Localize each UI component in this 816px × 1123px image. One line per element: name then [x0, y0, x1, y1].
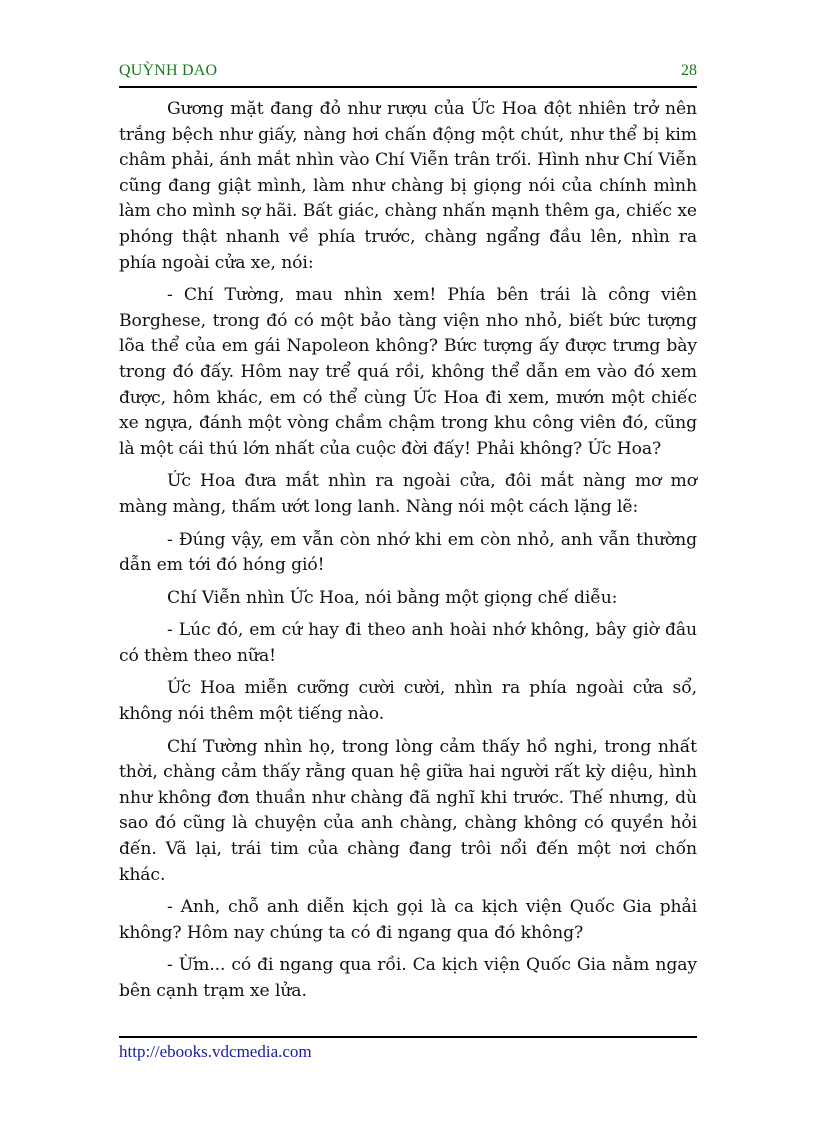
page-header — [119, 62, 697, 84]
paragraph: - Lúc đó, em cứ hay đi theo anh hoài nhớ không, bây giờ đâu có thèm theo nữa! — [119, 620, 697, 666]
book-author-title: QUỲNH DAO — [119, 62, 218, 79]
story-body — [119, 97, 697, 1012]
paragraph: Ức Hoa miễn cưỡng cười cười, nhìn ra phía ngoài cửa sổ, không nói thêm một tiếng nào. — [119, 678, 697, 725]
page-number: 28 — [681, 62, 697, 79]
footer-divider — [119, 1036, 697, 1038]
paragraph: - Chí Tường, mau nhìn xem! Phía bên trái là công viên Borghese, trong đó có một bảo tàng viện nho nhỏ, biết bức tượng lõa thể của em gái Napoleon không? Bức tượng ấy được trưng bày trong đó đấy. Hôm nay trể quá rồi, không thể dẫn em vào đó xem được, hôm khác, em có thể cùng Ức Hoa đi xem, mướn một chiếc xe ngựa, đánh một vòng chầm chậm trong khu công viên đó, cũng là một cái thú lớn nhất của cuộc đời đấy! Phải không? Ức Hoa? — [119, 285, 697, 459]
paragraph: Ức Hoa đưa mắt nhìn ra ngoài cửa, đôi mắt nàng mơ mơ màng màng, thấm ướt long lanh. Nàng nói một cách lặng lẽ: — [119, 471, 697, 517]
paragraph: Chí Viễn nhìn Ức Hoa, nói bằng một giọng chế diễu: — [167, 587, 618, 608]
paragraph: Gương mặt đang đỏ như rượu của Ức Hoa đột nhiên trở nên trắng bệch như giấy, nàng hơi chấn động một chút, như thể bị kim châm phải, ánh mắt nhìn vào Chí Viễn trân trối. Hình như Chí Viễn cũng đang giật mình, làm như chàng bị giọng nói của chính mình làm cho mình sợ hãi. Bất giác, chàng nhấn mạnh thêm ga, chiếc xe phóng thật nhanh về phía trước, chàng ngẩng đầu lên, nhìn ra phía ngoài cửa xe, nói: — [119, 99, 697, 273]
paragraph: - Đúng vậy, em vẫn còn nhớ khi em còn nhỏ, anh vẫn thường dẫn em tới đó hóng gió! — [119, 529, 697, 576]
footer-website-link[interactable]: http://ebooks.vdcmedia.com — [119, 1042, 312, 1061]
header-divider — [119, 86, 697, 88]
paragraph: - Anh, chỗ anh diễn kịch gọi là ca kịch viện Quốc Gia phải không? Hôm nay chúng ta có đi ngang qua đó không? — [119, 897, 697, 943]
paragraph: Chí Tường nhìn họ, trong lòng cảm thấy hồ nghi, trong nhất thời, chàng cảm thấy rằng quan hệ giữa hai người rất kỳ diệu, hình như không đơn thuần như chàng đã nghĩ khi trước. Thế nhưng, dù sao đó cũng là chuyện của anh chàng, chàng không có quyền hỏi đến. Vã lại, trái tim của chàng đang trôi nổi đến một nơi chốn khác. — [119, 736, 697, 885]
paragraph: - Ừm... có đi ngang qua rồi. Ca kịch viện Quốc Gia nằm ngay bên cạnh trạm xe lửa. — [119, 955, 697, 1001]
